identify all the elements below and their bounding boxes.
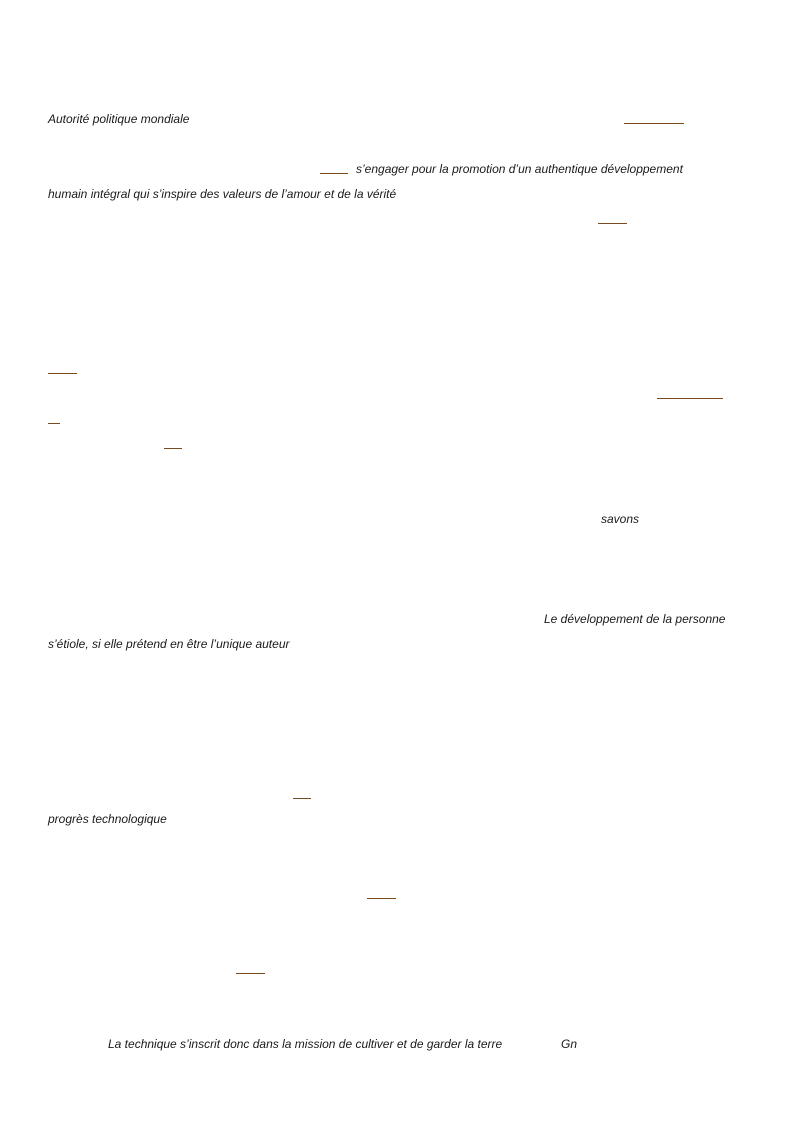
text-line: progrès technologique: [48, 812, 167, 826]
footnote-marker: [164, 448, 182, 449]
footnote-marker: [320, 173, 348, 174]
text-line: La technique s’inscrit donc dans la mission de cultiver et de garder la terre: [108, 1037, 503, 1051]
text-line: Gn: [561, 1037, 578, 1051]
footnote-marker: [48, 423, 60, 424]
footnote-marker: [48, 373, 77, 374]
text-line: Le développement de la personne: [544, 612, 726, 626]
text-line: Autorité politique mondiale: [48, 112, 190, 126]
footnote-marker: [598, 223, 627, 224]
text-line: humain intégral qui s’inspire des valeurs de l’amour et de la vérité: [48, 187, 397, 201]
text-line: savons: [601, 512, 640, 526]
footnote-marker: [624, 123, 684, 124]
text-line: s’engager pour la promotion d’un authentique développement: [356, 162, 683, 176]
text-line: s’étiole, si elle prétend en être l’unique auteur: [48, 637, 290, 651]
footnote-marker: [293, 798, 311, 799]
footnote-marker: [367, 898, 396, 899]
footnote-marker: [236, 973, 265, 974]
footnote-marker: [657, 398, 723, 399]
